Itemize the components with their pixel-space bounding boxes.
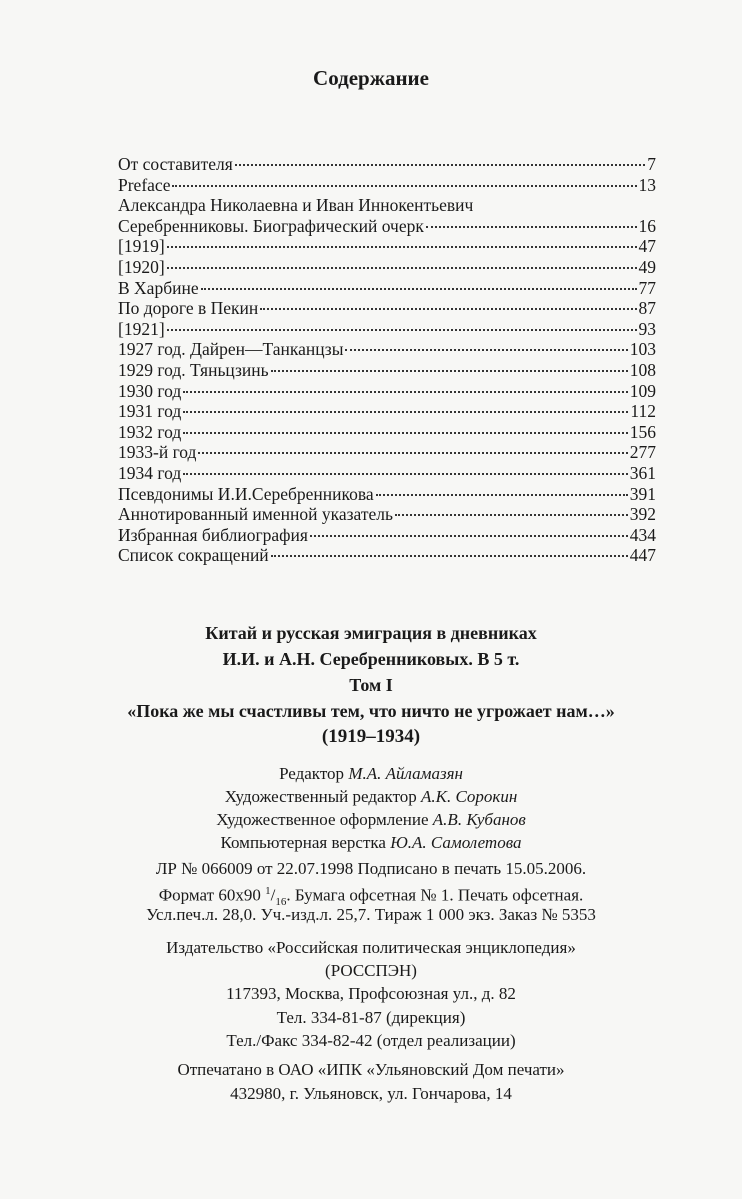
toc-entry-page: 361 (629, 462, 656, 483)
toc-dot-leader (395, 514, 628, 516)
toc-entry (118, 504, 656, 525)
toc-entry-page: 13 (638, 174, 656, 195)
imprint-line: Формат 60х90 $^1/_{16}$. Бумага офсетная № 1. Печать офсетная. (158, 885, 584, 909)
paper-info: Бумага офсетная № 1. Печать офсетная. (294, 885, 584, 905)
credit-role: Художественный редактор (224, 787, 417, 806)
toc-entry-page: 156 (629, 421, 656, 442)
toc-entry (118, 360, 656, 381)
toc-entry (118, 463, 656, 484)
toc-entry (118, 401, 656, 422)
toc-entry-label: 1933-й год (118, 442, 197, 463)
series-title-block (0, 620, 742, 750)
toc-entry (118, 339, 656, 360)
credit-name: А.В. Кубанов (432, 810, 526, 829)
format-fraction-numerator: 1 (265, 885, 271, 897)
publisher-address: 117393, Москва, Профсоюзная ул., д. 82 (226, 984, 516, 1004)
toc-dot-leader (167, 329, 637, 331)
toc-dot-leader (271, 555, 628, 557)
toc-entry-page: 47 (638, 236, 656, 257)
credit-line (0, 785, 742, 808)
credit-name: М.А. Айламазян (348, 764, 463, 783)
publisher-name: Издательство «Российская политическая энциклопедия» (166, 938, 576, 957)
volume-years: (1919–1934) (321, 726, 421, 747)
toc-entry-page: 7 (647, 154, 656, 174)
toc-entry-label: По дороге в Пекин (118, 298, 259, 319)
credit-name: А.К. Сорокин (421, 787, 518, 806)
toc-entry-page: 93 (638, 318, 656, 339)
credit-role: Компьютерная верстка (220, 833, 386, 852)
printer-name: Отпечатано в ОАО «ИПК «Ульяновский Дом печати» (177, 1060, 565, 1079)
table-of-contents (118, 154, 656, 566)
toc-entry (118, 175, 656, 196)
toc-entry-label: 1931 год (118, 401, 182, 422)
toc-entry (118, 216, 656, 237)
credit-role: Художественное оформление (216, 810, 429, 829)
printer-address: 432980, г. Ульяновск, ул. Гончарова, 14 (230, 1084, 512, 1103)
format-fraction-denominator: 16 (275, 896, 287, 909)
toc-entry-label: 1934 год (118, 462, 182, 483)
toc-entry-label: Псевдонимы И.И.Серебренникова (118, 483, 374, 504)
toc-entry-page: 434 (629, 524, 656, 545)
imprint-block (0, 857, 742, 926)
toc-entry-page: 103 (629, 339, 656, 360)
toc-entry (118, 545, 656, 566)
toc-dot-leader (198, 452, 627, 454)
publisher-abbrev: (РОССПЭН) (325, 961, 417, 981)
printer-block (0, 1058, 742, 1106)
publisher-phone: Тел. 334-81-87 (дирекция) (276, 1007, 466, 1027)
imprint-line: ЛР № 066009 от 22.07.1998 Подписано в печать 15.05.2006. (155, 859, 587, 878)
toc-dot-leader (183, 391, 627, 393)
toc-entry (118, 442, 656, 463)
credits-block (0, 762, 742, 854)
toc-dot-leader (167, 246, 637, 248)
volume-number: Том I (349, 675, 393, 695)
toc-entry-page: 108 (629, 359, 656, 380)
toc-entry-label: [1921] (118, 318, 165, 339)
volume-title: «Пока же мы счастливы тем, что ничто не угрожает нам…» (127, 701, 615, 721)
toc-entry (118, 298, 656, 319)
publisher-block (0, 936, 742, 1052)
toc-dot-leader (235, 164, 645, 166)
credit-role: Редактор (279, 764, 345, 783)
credit-line (0, 762, 742, 785)
toc-entry-label: От составителя (118, 154, 233, 174)
toc-entry-page: 77 (638, 277, 656, 298)
toc-dot-leader (345, 349, 627, 351)
toc-dot-leader (167, 267, 637, 269)
toc-dot-leader (260, 308, 636, 310)
series-title-line: И.И. и А.Н. Серебренниковых. В 5 т. (222, 649, 520, 669)
toc-entry-label: 1927 год. Дайрен—Танканцзы (118, 339, 344, 360)
toc-dot-leader (201, 288, 637, 290)
toc-entry-label: [1919] (118, 236, 165, 257)
toc-dot-leader (376, 494, 628, 496)
toc-entry-page: 277 (629, 442, 656, 463)
toc-entry-label: Preface (118, 174, 171, 195)
toc-entry-label: Аннотированный именной указатель (118, 504, 393, 525)
toc-entry (118, 422, 656, 443)
toc-dot-leader (271, 370, 628, 372)
toc-entry (118, 236, 656, 257)
series-title-line: Китай и русская эмиграция в дневниках (205, 623, 537, 643)
toc-entry (118, 381, 656, 402)
toc-entry-label: Серебренниковы. Биографический очерк (118, 215, 424, 236)
toc-entry (118, 484, 656, 505)
toc-entry (118, 154, 656, 175)
credit-name: Ю.А. Самолетова (390, 833, 522, 852)
toc-dot-leader (426, 226, 637, 228)
publisher-fax: Тел./Факс 334-82-42 (отдел реализации) (226, 1030, 516, 1050)
toc-entry-page: 392 (629, 504, 656, 525)
toc-entry (118, 525, 656, 546)
toc-entry (118, 257, 656, 278)
toc-dot-leader (183, 411, 628, 413)
credit-line (0, 808, 742, 831)
toc-dot-leader (183, 473, 627, 475)
toc-entry-label: 1929 год. Тяньцзинь (118, 359, 269, 380)
imprint-line: Усл.печ.л. 28,0. Уч.-изд.л. 25,7. Тираж 1 000 экз. Заказ № 5353 (146, 905, 596, 924)
toc-entry-label: 1932 год (118, 421, 182, 442)
toc-entry-label: [1920] (118, 256, 165, 277)
toc-entry (118, 319, 656, 340)
credit-line (0, 831, 742, 854)
toc-entry-label: Александра Николаевна и Иван Иннокентьевич (118, 195, 474, 216)
toc-entry-page: 112 (630, 401, 656, 422)
toc-entry-page: 109 (629, 380, 656, 401)
toc-entry-label: Список сокращений (118, 545, 269, 566)
toc-entry-label: Избранная библиография (118, 524, 308, 545)
toc-entry (118, 195, 656, 216)
toc-entry-page: 16 (638, 215, 656, 236)
toc-entry-page: 391 (629, 483, 656, 504)
toc-entry-label: 1930 год (118, 380, 182, 401)
toc-dot-leader (183, 432, 627, 434)
toc-entry-page: 447 (629, 545, 656, 566)
toc-entry-page: 87 (638, 298, 656, 319)
toc-entry-label: В Харбине (118, 277, 199, 298)
toc-entry (118, 278, 656, 299)
toc-title: Содержание (313, 66, 429, 90)
toc-entry-page: 49 (638, 256, 656, 277)
toc-dot-leader (172, 185, 636, 187)
toc-dot-leader (310, 535, 628, 537)
format-label: Формат 60х90 (158, 885, 261, 905)
